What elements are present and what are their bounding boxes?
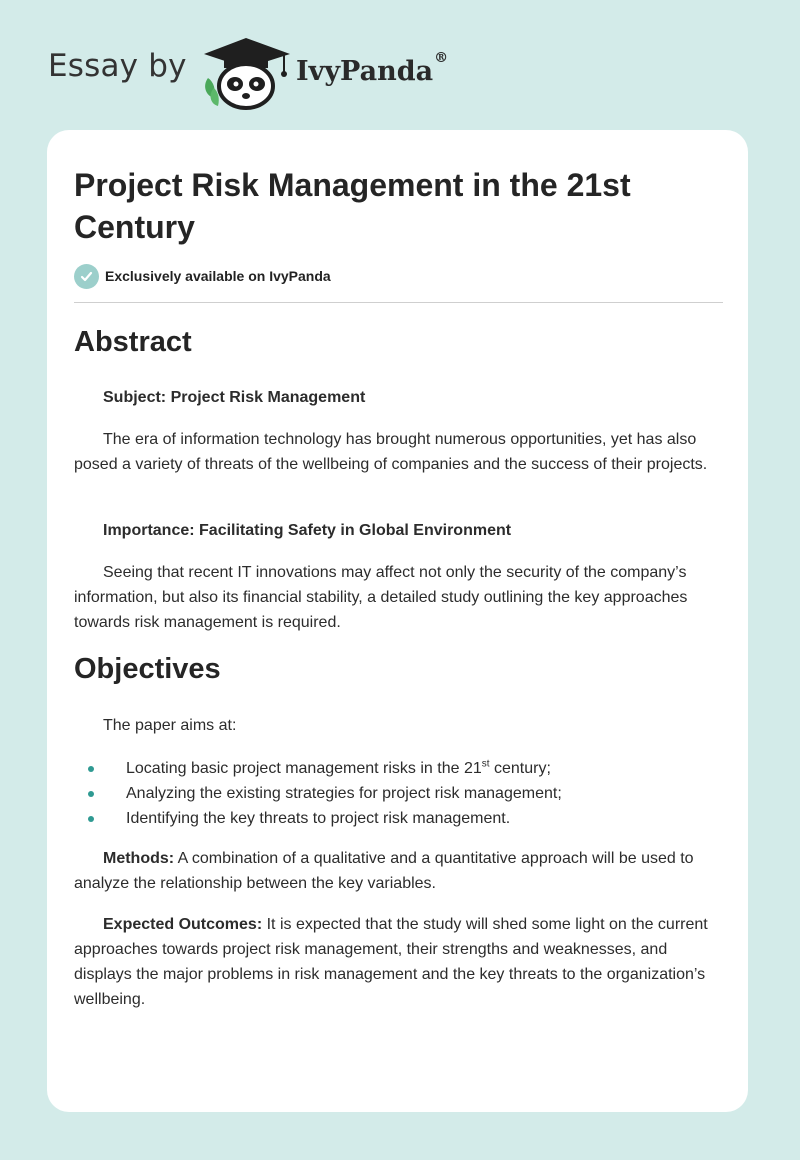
exclusive-label: Exclusively available on IvyPanda — [105, 268, 331, 284]
check-icon — [74, 264, 99, 289]
bullet-icon — [88, 791, 94, 797]
methods-paragraph: Methods: A combination of a qualitative and a quantitative approach will be used to analyze the relationship between the key variables. — [74, 850, 694, 892]
essay-by-label: Essay by — [48, 48, 187, 84]
exclusive-badge — [74, 263, 331, 289]
outcomes-paragraph: Expected Outcomes: It is expected that the study will shed some light on the current approaches towards project risk management, their strengths and weaknesses, and displays the major problems in risk management and the key threats to the organization’s wellbeing. — [74, 916, 708, 1008]
title-divider — [74, 302, 723, 303]
importance-line: Importance: Facilitating Safety in Global Environment — [103, 522, 512, 539]
objectives-intro: The paper aims at: — [103, 717, 237, 734]
abstract-paragraph-2: Seeing that recent IT innovations may affect not only the security of the company’s information, but also its financial stability, a detailed study outlining the key approaches towards risk management is required. — [74, 564, 688, 631]
objectives-heading: Objectives — [74, 653, 221, 685]
page-title: Project Risk Management in the 21st Century — [74, 167, 631, 245]
panda-logo-icon — [200, 34, 292, 110]
list-item: Identifying the key threats to project risk management. — [74, 806, 723, 831]
bullet-icon — [88, 766, 94, 772]
essay-card — [47, 130, 748, 1112]
site-header — [0, 0, 800, 120]
brand-name: IvyPanda® — [296, 50, 449, 87]
list-item: Locating basic project management risks in the 21st century; — [74, 756, 723, 781]
subject-line: Subject: Project Risk Management — [103, 389, 366, 406]
objectives-list — [74, 756, 723, 831]
bullet-icon — [88, 816, 94, 822]
list-item: Analyzing the existing strategies for project risk management; — [74, 781, 723, 806]
abstract-heading: Abstract — [74, 326, 192, 358]
abstract-paragraph-1: The era of information technology has brought numerous opportunities, yet has also posed a variety of threats of the wellbeing of companies and the success of their projects. — [74, 431, 708, 473]
